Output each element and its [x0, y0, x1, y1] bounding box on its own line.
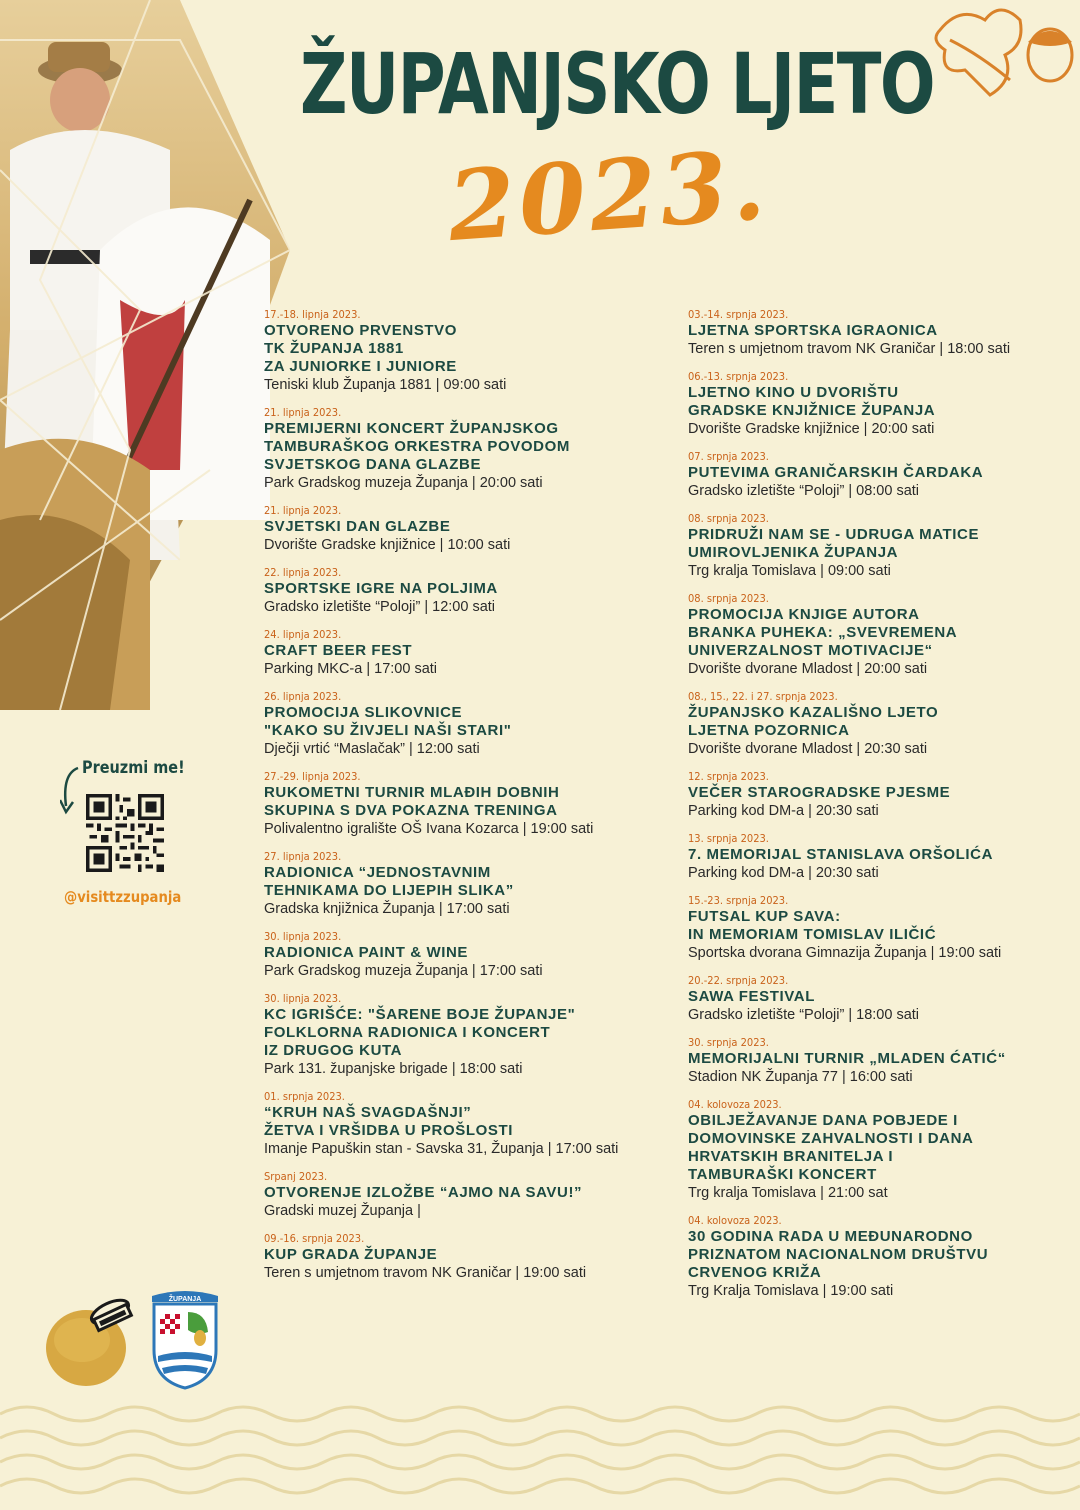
event-date: 21. lipnja 2023. [264, 406, 342, 419]
event-item [264, 566, 664, 617]
event-item [688, 690, 1068, 759]
event-location: Sportska dvorana Gimnazija Županja | 19:00 sati [688, 945, 1002, 961]
event-title: PROMOCIJA KNJIGE AUTORA BRANKA PUHEKA: „SVEVREMENA UNIVERZALNOST MOTIVACIJE“ [688, 606, 958, 659]
event-location: Trg kralja Tomislava | 09:00 sati [688, 563, 891, 579]
event-title: PROMOCIJA SLIKOVNICE "KAKO SU ŽIVJELI NAŠI STARI" [264, 704, 512, 739]
event-date: 15.-23. srpnja 2023. [688, 894, 789, 907]
event-date: 07. srpnja 2023. [688, 450, 769, 463]
event-title: PRIDRUŽI NAM SE - UDRUGA MATICE UMIROVLJENIKA ŽUPANJA [688, 526, 980, 561]
event-location: Dvorište Gradske knjižnice | 20:00 sati [688, 421, 935, 437]
event-date: 12. srpnja 2023. [688, 770, 769, 783]
event-title: SVJETSKI DAN GLAZBE [264, 518, 451, 535]
event-location: Park 131. županjske brigade | 18:00 sati [264, 1061, 523, 1077]
events-right-column [688, 308, 1068, 1312]
event-item [264, 930, 664, 981]
event-date: 26. lipnja 2023. [264, 690, 342, 703]
event-location: Teniski klub Županja 1881 | 09:00 sati [264, 377, 507, 393]
event-date: 08. srpnja 2023. [688, 512, 769, 525]
event-date: 24. lipnja 2023. [264, 628, 342, 641]
event-title: OTVORENO PRVENSTVO TK ŽUPANJA 1881 ZA JUNIORKE I JUNIORE [264, 322, 458, 375]
event-title: “KRUH NAŠ SVAGDAŠNJI” ŽETVA I VRŠIDBA U PROŠLOSTI [264, 1104, 513, 1139]
event-item [688, 1036, 1068, 1087]
event-date: 09.-16. srpnja 2023. [264, 1232, 365, 1245]
crest-label: ŽUPANJA [168, 1296, 202, 1303]
event-title: CRAFT BEER FEST [264, 642, 413, 659]
event-location: Gradsko izletište “Poloji” | 12:00 sati [264, 599, 496, 615]
event-item [264, 690, 664, 759]
event-location: Park Gradskog muzeja Županja | 20:00 sati [264, 475, 543, 491]
event-item [688, 450, 1068, 501]
event-location: Gradsko izletište “Poloji” | 08:00 sati [688, 483, 920, 499]
event-location: Teren s umjetnom travom NK Graničar | 18:00 sati [688, 341, 1011, 357]
event-item [688, 974, 1068, 1025]
event-item [688, 894, 1068, 963]
event-location: Parking kod DM-a | 20:30 sati [688, 803, 879, 819]
event-title: PREMIJERNI KONCERT ŽUPANJSKOG TAMBURAŠKOG ORKESTRA POVODOM SVJETSKOG DANA GLAZBE [264, 420, 570, 473]
event-item [688, 1214, 1068, 1301]
event-date: 30. lipnja 2023. [264, 930, 342, 943]
event-location: Gradski muzej Županja | [264, 1203, 421, 1219]
event-item [264, 628, 664, 679]
event-location: Dječji vrtić “Maslačak” | 12:00 sati [264, 741, 480, 757]
event-item [264, 992, 664, 1079]
event-title: 7. MEMORIJAL STANISLAVA ORŠOLIĆA [688, 846, 994, 863]
social-handle[interactable]: @visittzzupanja [64, 888, 182, 906]
event-title: MEMORIJALNI TURNIR „MLADEN ĆATIĆ“ [688, 1050, 1006, 1067]
event-title: KUP GRADA ŽUPANJE [264, 1246, 438, 1263]
hero-photo [0, 0, 290, 710]
event-item [264, 504, 664, 555]
event-location: Teren s umjetnom travom NK Graničar | 19:00 sati [264, 1265, 587, 1281]
event-title: OTVORENJE IZLOŽBE “AJMO NA SAVU!” [264, 1184, 583, 1201]
event-item [264, 406, 664, 493]
event-item [264, 1170, 664, 1221]
oak-leaf-icon [930, 0, 1080, 110]
event-location: Gradsko izletište “Poloji” | 18:00 sati [688, 1007, 920, 1023]
event-title: SAWA FESTIVAL [688, 988, 815, 1005]
event-title: LJETNO KINO U DVORIŠTU GRADSKE KNJIŽNICE ŽUPANJA [688, 384, 936, 419]
event-location: Gradska knjižnica Županja | 17:00 sati [264, 901, 510, 917]
event-location: Stadion NK Županja 77 | 16:00 sati [688, 1069, 913, 1085]
event-item [688, 832, 1068, 883]
qr-code[interactable] [86, 794, 164, 872]
event-date: Srpanj 2023. [264, 1170, 328, 1183]
event-location: Dvorište dvorane Mladost | 20:30 sati [688, 741, 928, 757]
event-date: 04. kolovoza 2023. [688, 1098, 782, 1111]
event-location: Park Gradskog muzeja Županja | 17:00 sati [264, 963, 543, 979]
event-location: Imanje Papuškin stan - Savska 31, Županja | 17:00 sati [264, 1141, 619, 1157]
zupanja-crest-logo [148, 1290, 222, 1390]
page-title: ŽUPANJSKO LJETO [300, 35, 935, 133]
event-item [688, 512, 1068, 581]
event-title: VEČER STAROGRADSKE PJESME [688, 784, 951, 801]
event-date: 03.-14. srpnja 2023. [688, 308, 789, 321]
event-date: 01. srpnja 2023. [264, 1090, 345, 1103]
event-title: RUKOMETNI TURNIR MLAĐIH DOBNIH SKUPINA S DVA POKAZNA TRENINGA [264, 784, 560, 819]
event-date: 27. lipnja 2023. [264, 850, 342, 863]
event-location: Parking MKC-a | 17:00 sati [264, 661, 438, 677]
event-date: 17.-18. lipnja 2023. [264, 308, 361, 321]
event-title: KC IGRIŠĆE: "ŠARENE BOJE ŽUPANJE" FOLKLORNA RADIONICA I KONCERT IZ DRUGOG KUTA [264, 1006, 576, 1059]
event-location: Trg Kralja Tomislava | 19:00 sati [688, 1283, 894, 1299]
event-date: 08. srpnja 2023. [688, 592, 769, 605]
event-date: 20.-22. srpnja 2023. [688, 974, 789, 987]
event-title: LJETNA SPORTSKA IGRAONICA [688, 322, 938, 339]
event-location: Parking kod DM-a | 20:30 sati [688, 865, 879, 881]
event-item [264, 1232, 664, 1283]
event-title: FUTSAL KUP SAVA: IN MEMORIAM TOMISLAV ILIČIĆ [688, 908, 937, 943]
event-title: ŽUPANJSKO KAZALIŠNO LJETO LJETNA POZORNICA [688, 704, 939, 739]
event-date: 30. lipnja 2023. [264, 992, 342, 1005]
qr-label: Preuzmi me! [82, 758, 185, 778]
event-date: 13. srpnja 2023. [688, 832, 769, 845]
jug-logo-icon [42, 1290, 142, 1390]
events-left-column [264, 308, 664, 1294]
event-item [264, 1090, 664, 1159]
event-date: 21. lipnja 2023. [264, 504, 342, 517]
event-title: PUTEVIMA GRANIČARSKIH ČARDAKA [688, 464, 984, 481]
event-title: OBILJEŽAVANJE DANA POBJEDE I DOMOVINSKE ZAHVALNOSTI I DANA HRVATSKIH BRANITELJA I TAMBURAŠKI KONCERT [688, 1112, 974, 1183]
event-title: RADIONICA PAINT & WINE [264, 944, 469, 961]
event-item [688, 592, 1068, 679]
event-item [688, 770, 1068, 821]
event-item [264, 308, 664, 395]
event-location: Dvorište dvorane Mladost | 20:00 sati [688, 661, 928, 677]
event-item [688, 308, 1068, 359]
event-item [688, 370, 1068, 439]
page-year: 2023. [444, 127, 773, 264]
event-date: 22. lipnja 2023. [264, 566, 342, 579]
event-item [264, 850, 664, 919]
event-location: Polivalentno igralište OŠ Ivana Kozarca | 19:00 sati [264, 821, 594, 837]
event-location: Dvorište Gradske knjižnice | 10:00 sati [264, 537, 511, 553]
event-title: RADIONICA “JEDNOSTAVNIM TEHNIKAMA DO LIJEPIH SLIKA” [264, 864, 514, 899]
event-title: 30 GODINA RADA U MEĐUNARODNO PRIZNATOM NACIONALNOM DRUŠTVU CRVENOG KRIŽA [688, 1228, 989, 1281]
event-date: 27.-29. lipnja 2023. [264, 770, 361, 783]
event-title: SPORTSKE IGRE NA POLJIMA [264, 580, 498, 597]
wave-decoration [0, 1400, 1080, 1510]
event-location: Trg kralja Tomislava | 21:00 sat [688, 1185, 888, 1201]
event-date: 08., 15., 22. i 27. srpnja 2023. [688, 690, 838, 703]
event-date: 06.-13. srpnja 2023. [688, 370, 789, 383]
event-item [264, 770, 664, 839]
event-item [688, 1098, 1068, 1203]
event-date: 30. srpnja 2023. [688, 1036, 769, 1049]
event-date: 04. kolovoza 2023. [688, 1214, 782, 1227]
